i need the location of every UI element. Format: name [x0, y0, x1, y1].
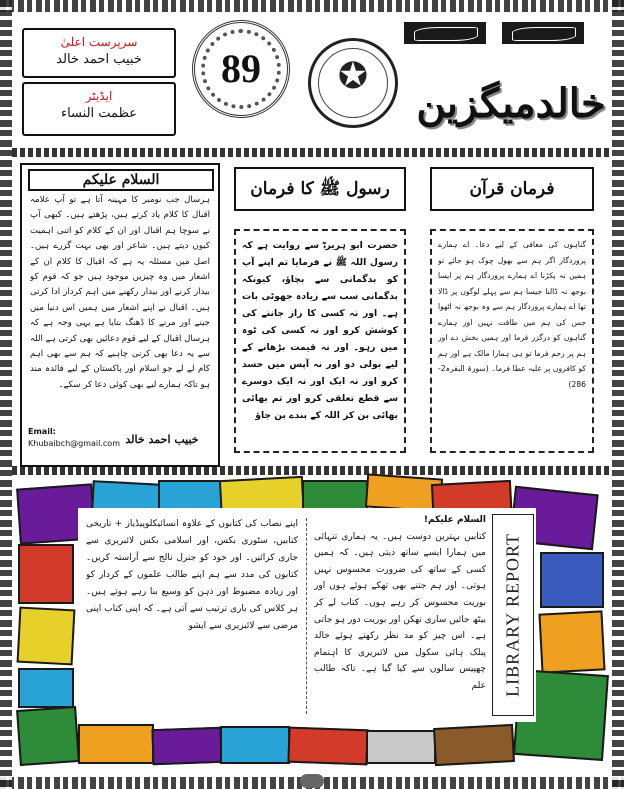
salaam-column [20, 163, 220, 467]
book-decoration [151, 727, 222, 765]
patron-name: خبیب احمد خالد [56, 52, 142, 67]
book-decoration [433, 724, 515, 766]
ornament-banner-left [404, 22, 486, 44]
magazine-title: خالدمیگزین [416, 80, 606, 127]
book-decoration [78, 724, 154, 764]
hadith-box [234, 229, 406, 453]
library-right-body: کتابیں بہترین دوست ہیں۔ یہ ہماری تنہائی میں ہمارا ایسے ساتھ دیتی ہیں۔ کہ ہمیں کسی کے ساتھ کی ضرورت محسوس نہیں ہوتی۔ اور ہم جتنے بھی تھکے ہوئے ہوں اور بوریت محسوس کر رہے ہوں۔ کتاب لے کر بیٹھ جائیں ساری تھکن اور بوریت دور ہو جاتی ہے۔ اس چیز کو مد نظر رکھتے ہوئے خالد پبلک ہائی سکول میں لائبریری کا اہتمام چھپیس سالوں سے کیا گیا ہے۔ تاکہ طالب علم [314, 531, 486, 691]
book-decoration [17, 607, 76, 666]
hadith-heading: رسول ﷺ کا فرمان [234, 167, 406, 211]
library-greeting: السلام علیکم! [423, 515, 486, 525]
library-report-label: LIBRARY REPORT [502, 533, 523, 697]
book-decoration [16, 706, 80, 766]
hadith-body: حضرت ابو ہریرہؓ سے روایت ہے کہ رسول اللہ ﷺ نے فرمایا تم اپنے آپ کو بدگمانی سے بچاؤ، کیونکہ بدگمانی سب سے زیادہ جھوٹی بات ہے۔ اور نہ کسی کا راز جاننے کی کوشش کرو اور نہ کسی کی ٹوہ میں رہو۔ اور نہ قیمت بڑھانے کے لیے بولی دو اور نہ آپس میں حسد کرو اور نہ ایک اور نہ ایک دوسرے سے قطع تعلقی کرو اور تم بھائی بھائی بن کر اللہ کے بندے بن جاؤ [242, 240, 398, 421]
patron-box [22, 28, 176, 78]
email-label: Email: [28, 427, 56, 436]
book-decoration [158, 480, 222, 510]
issue-number-badge [192, 20, 290, 118]
salaam-heading: السلام علیکم [28, 169, 214, 191]
quran-heading: فرمان قرآن [430, 167, 594, 211]
magazine-header [12, 12, 612, 148]
library-section [12, 472, 612, 768]
issue-number: 89 [221, 46, 261, 91]
editor-label: ایڈیٹر [85, 89, 113, 103]
top-chain-border [0, 0, 624, 12]
email-address: Khubaibch@gmail.com [28, 439, 120, 448]
salaam-body: ہرسال جب نومبر کا مہینہ آتا ہے تو آپ علامہ اقبال کا کلام یاد کرتے ہیں، پڑھتے ہیں۔ کبھی آپ نے سوچا ہم اقبال اور ان کے کلام کو اتنی اہمیت کیوں دیتے ہیں۔ شاعر اور بھی بہت گزرے ہیں۔ اصل میں مسئلہ یہ ہے کہ اقبال کا کلام ان کے اشعار میں وہ چیزیں موجود ہیں جو کہ قوم کو بیدار کرنے اور بیدار رکھنے میں اہم کردار ادا کرتی ہیں۔ اقبال نے اپنے اشعار میں ہمیں اس دنیا میں جینے اور مرنے کا ڈھنگ بتایا ہے یہی وجہ ہے کہ ہرسال اقبال کے لیے قوم دعائیں بھی کرتی ہے اللہ سے یہ دعا بھی کرنی چاہیے کہ ہم سے بھی اہم کام لے لے جو اسلام اور پاکستان کے لیے فائدہ مند ہو تاکہ ہمارے لیے بھی کوئی دعا کر سکے۔ [30, 195, 210, 390]
page-number-badge [300, 774, 324, 788]
patron-label: سرپرست اعلیٰ [60, 35, 138, 49]
quran-body: گناہوں کی معافی کے لیے دعا۔ اے ہمارے پروردگار اگر ہم سے بھول چوک ہو جائے تو ہمیں نہ پکڑنا اے ہمارے پروردگار ہم پر ایسا بوجھ نہ ڈالنا جیسا ہم سے پہلے لوگوں پر ڈالا تھا اے ہمارے پروردگار ہم سے وہ بوجھ نہ اٹھوا جس کی ہم میں طاقت نہیں اور ہمارے گناہوں کو درگزر فرما اور ہمیں بخش دے اور ہم پر رحم فرما تو ہی ہمارا مالک ہے اور ہم کو کافروں پر غلبہ عطا فرما۔ (سورۃ البقرہ2-286) [438, 240, 586, 389]
book-decoration [220, 726, 290, 764]
quran-box [430, 229, 594, 453]
book-decoration [540, 552, 604, 608]
library-right-text [314, 512, 486, 716]
column-separator [306, 518, 308, 714]
book-decoration [18, 668, 74, 708]
school-logo [308, 38, 398, 128]
library-left-body: اپنے نصاب کی کتابوں کے علاوہ انسائیکلوپیڈیاز + تاریخی کتابیں، سٹوری بکس، اور اسلامی بکس لائبریری سے جاری کرائیں۔ اور خود کو جنرل نالج سے آراستہ کریں۔ کتابوں کی مدد سے ہم اپنے طالب علموں کے کردار کو اور زیادہ مضبوط اور ذہن کو وسیع بنا رہے ہوتے ہیں۔ ہر کلاس کی باری ترتیب سے آتی ہے۔ کہ اپنی کتاب اپنی مرضی سے لائبریری سے ایشو [86, 519, 298, 631]
header-divider-chain [12, 148, 612, 157]
editor-name: عظمت النساء [60, 106, 137, 121]
library-report-panel [78, 508, 536, 722]
salaam-author: خبیب احمد خالد [125, 433, 199, 446]
left-chain-border [0, 0, 12, 789]
library-report-label-box [492, 514, 534, 716]
ornament-banner-right [502, 22, 584, 44]
editor-box [22, 82, 176, 136]
book-decoration [18, 544, 74, 604]
book-decoration [287, 727, 368, 766]
content-columns [12, 157, 612, 469]
book-decoration [538, 610, 605, 673]
right-chain-border [612, 0, 624, 789]
book-decoration [366, 730, 436, 764]
star-icon: ✪ [337, 56, 369, 97]
